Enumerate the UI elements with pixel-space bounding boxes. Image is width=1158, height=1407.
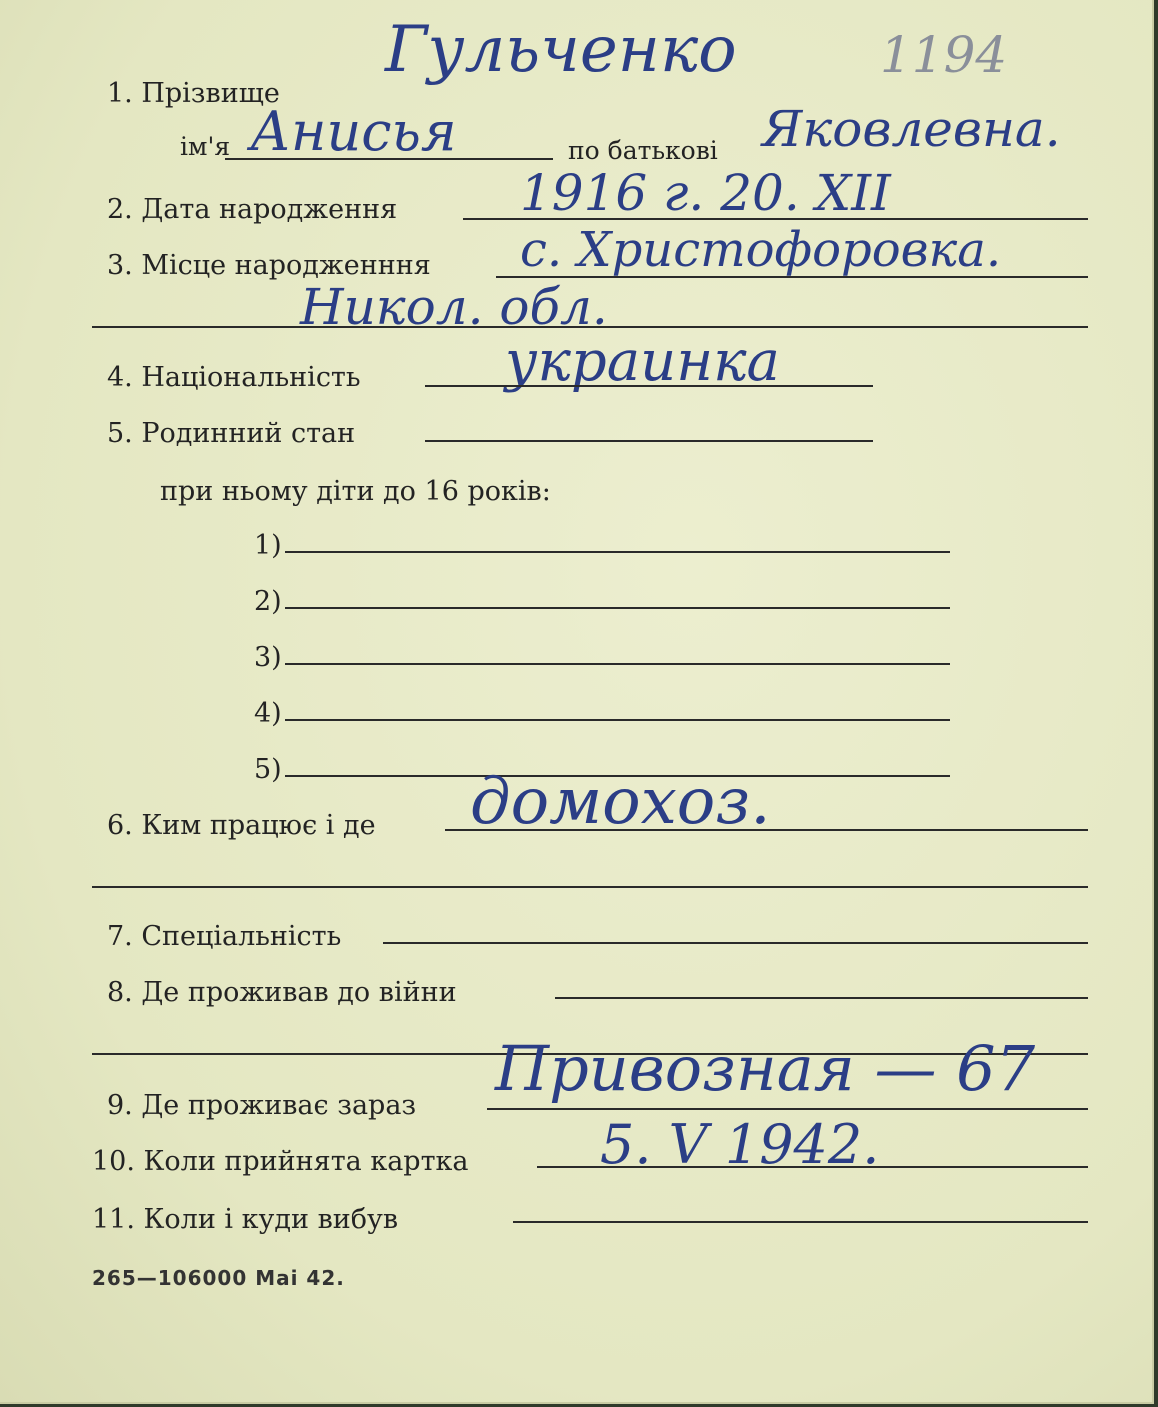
field-1-patronymic-label: по батькові (568, 136, 718, 165)
child-2-line (285, 607, 950, 609)
field-1-name-label: ім'я (180, 132, 231, 161)
child-5-label: 5) (254, 754, 282, 785)
hw-work: домохоз. (470, 765, 771, 839)
child-3-label: 3) (254, 642, 282, 673)
field-8-line (555, 997, 1088, 999)
field-5-line (425, 440, 873, 442)
field-11-line (513, 1221, 1088, 1223)
child-2-label: 2) (254, 586, 282, 617)
field-10-label: 10. Коли прийнята картка (92, 1146, 469, 1177)
field-1-label: 1. Прізвище (107, 78, 280, 109)
hw-residence: Привозная — 67 (495, 1032, 1036, 1105)
field-4-line (425, 385, 873, 387)
child-4-label: 4) (254, 698, 282, 729)
field-9-line (487, 1108, 1088, 1110)
hw-card-date: 5. V 1942. (600, 1113, 880, 1176)
child-1-label: 1) (254, 530, 282, 561)
child-3-line (285, 663, 950, 665)
field-6-line-2 (92, 886, 1088, 888)
child-4-line (285, 719, 950, 721)
hw-surname: Гульченко (385, 13, 737, 87)
field-6-line (445, 829, 1088, 831)
field-5-children-label: при ньому діти до 16 років: (160, 476, 551, 507)
field-2-line (463, 218, 1088, 220)
field-8-label: 8. Де проживав до війни (107, 977, 457, 1008)
hw-birth-place-1: с. Христофоровка. (520, 222, 1002, 278)
field-3-line-2 (92, 326, 1088, 328)
field-1-name-line (225, 158, 553, 160)
field-2-label: 2. Дата народження (107, 194, 398, 225)
field-7-line (383, 942, 1088, 944)
hw-birth-date: 1916 г. 20. XII (520, 164, 891, 222)
field-4-label: 4. Національність (107, 362, 361, 393)
child-1-line (285, 551, 950, 553)
field-7-label: 7. Спеціальність (107, 921, 342, 952)
hw-nationality: украинка (505, 329, 780, 394)
field-10-line (537, 1166, 1088, 1168)
field-5-label: 5. Родинний стан (107, 418, 356, 449)
field-6-label: 6. Ким працює і де (107, 810, 376, 841)
hw-birth-place-2: Никол. обл. (300, 278, 608, 336)
field-9-label: 9. Де проживає зараз (107, 1090, 417, 1121)
field-11-label: 11. Коли і куди вибув (92, 1204, 399, 1235)
print-code: 265—106000 Mai 42. (92, 1266, 345, 1290)
field-3-label: 3. Місце народженння (107, 250, 431, 281)
hw-number: 1194 (880, 26, 1008, 84)
hw-patronymic: Яковлевна. (762, 100, 1061, 158)
hw-name: Анисья (250, 100, 457, 163)
